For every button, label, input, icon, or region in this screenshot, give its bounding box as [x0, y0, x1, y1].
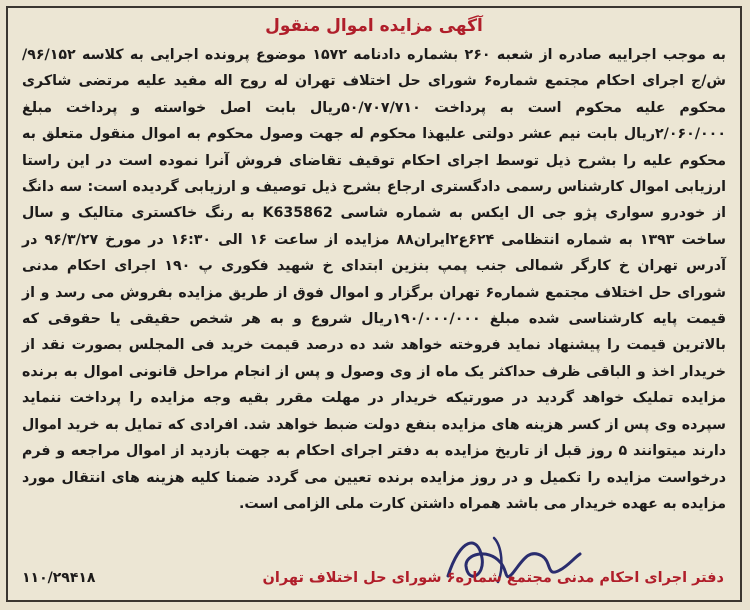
notice-body: به موجب اجراییه صادره از شعبه ۲۶۰ بشماره دادنامه ۱۵۷۲ موضوع پرونده اجرایی به کلاسه ۹۶/۱۵۲/ش/ج اجرای احکام مجتمع شماره۶ شورای حل اختلاف تهران له روح اله مفید علیه مرتضی شاکری محکوم علیه محکوم است به پرداخت ۵۰/۷۰۷/۷۱۰ریال بابت اصل خواسته و پرداخت مبلغ ۲/۰۶۰/۰۰۰ریال بابت نیم عشر دولتی علیهذا محکوم له جهت وصول محکوم به اموال منقول متعلق به محکوم علیه را بشرح ذیل توسط اجرای احکام توقیف تقاضای فروش آنرا نموده است در این راستا ارزیابی اموال کارشناس رسمی دادگستری ارجاع بشرح ذیل توصیف و ارزیابی گردیده است: سه دانگ از خودرو سواری پژو جی ال ایکس به شماره شاسی K635862 به رنگ خاکستری متالیک و سال ساخت ۱۳۹۳ به شماره انتظامی ۶۲۴ع۲ایران۸۸ مزایده از ساعت ۱۶ الی ۱۶:۳۰ در مورخ ۹۶/۳/۲۷ در آدرس تهران خ کارگر شمالی جنب پمپ بنزین ابتدای خ شهید فکوری پ ۱۹۰ اجرای احکام مدنی شورای حل اختلاف مجتمع شماره۶ تهران برگزار و اموال فوق از طریق مزایده بفروش می رسد و از قیمت پایه کارشناسی شده مبلغ ۱۹۰/۰۰۰/۰۰۰ریال شروع و به هر شخص حقیقی یا حقوقی که بالاترین قیمت را پیشنهاد نماید فروخته خواهد شد ده درصد قیمت خرید فی المجلس بصورت نقد از خریدار اخذ و الباقی ظرف حداکثر یک ماه از وی وصول و پس از انجام مراحل قانونی اموال به برنده مزایده تملیک خواهد گردید در صورتیکه خریدار در مهلت مقرر بقیه وجه مزایده را پرداخت ننماید سپرده وی پس از کسر هزینه های مزایده بنفع دولت ضبط خواهد شد. افرادی که تمایل به خرید اموال دارند میتوانند ۵ روز قبل از تاریخ مزایده به دفتر اجرای احکام به جهت بازدید از اموال مراجعه و فرم درخواست مزایده را تکمیل و در روز مزایده برنده تعیین می گردد ضمنا کلیه هزینه های انتقال مورد مزایده به عهده خریدار می باشد همراه داشتن کارت ملی الزامی است. [22, 47, 727, 512]
notice-frame [6, 6, 742, 602]
notice-code: ۱۱۰/۲۹۴۱۸ [22, 570, 96, 586]
notice-title: آگهی مزایده اموال منقول [265, 16, 483, 36]
issuing-office: دفتر اجرای احکام مدنی مجتمع شماره۶ شورای حل اختلاف تهران [262, 570, 724, 586]
